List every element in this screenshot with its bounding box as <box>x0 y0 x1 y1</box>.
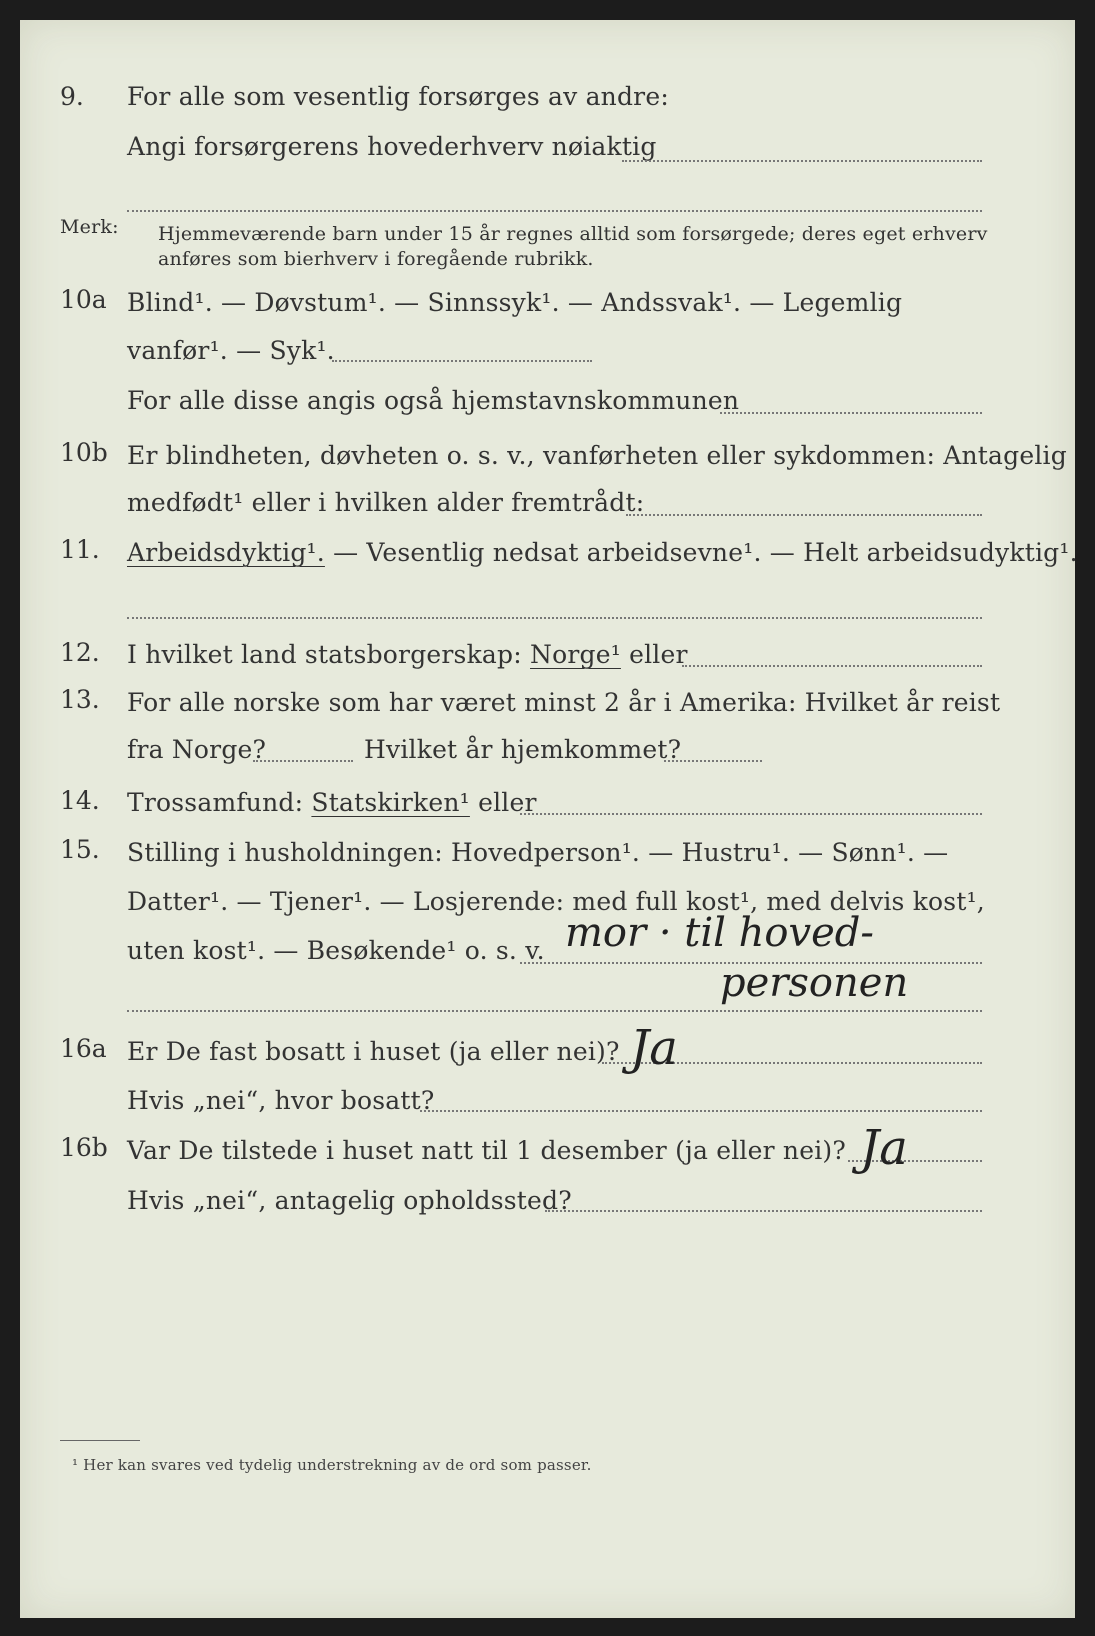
q16a-handwritten-answer: Ja <box>630 1020 678 1076</box>
q10a-line2: vanfør¹. — Syk¹. <box>127 336 335 365</box>
q14-eller: eller <box>478 788 537 817</box>
q12-eller: eller <box>629 640 688 669</box>
q13-line2b: Hvilket år hjemkommet? <box>364 735 682 764</box>
q10b-line1: Er blindheten, døvheten o. s. v., vanførheten eller sykdommen: Antagelig <box>127 441 1067 470</box>
q16b-line2: Hvis „nei“, antagelig opholdssted? <box>127 1186 572 1215</box>
q14-number: 14. <box>60 786 100 815</box>
q14-answer-line <box>520 813 982 815</box>
q15-number: 15. <box>60 835 100 864</box>
q15-line2: Datter¹. — Tjener¹. — Losjerende: med full kost¹, med delvis kost¹, <box>127 887 985 916</box>
q11-number: 11. <box>60 535 100 564</box>
q14-question: Trossamfund: <box>127 788 304 817</box>
q13-line2a: fra Norge? <box>127 735 267 764</box>
q10b-number: 10b <box>60 438 108 467</box>
merk-label: Merk: <box>60 216 119 238</box>
q12-number: 12. <box>60 638 100 667</box>
census-form-page <box>20 20 1078 1618</box>
q11-option-arbeidsdyktig: Arbeidsdyktig¹. <box>127 538 325 567</box>
q10b-answer-line <box>626 514 982 516</box>
q16a-residence-line <box>420 1110 982 1112</box>
merk-line2: anføres som bierhverv i foregående rubrikk. <box>158 248 594 270</box>
q12-option-norge: Norge¹ <box>530 640 621 669</box>
q13-number: 13. <box>60 685 100 714</box>
q10a-answer-line <box>332 360 592 362</box>
q9-answer-line <box>622 160 982 162</box>
q16b-handwritten-answer: Ja <box>860 1120 908 1176</box>
q14-line <box>127 788 537 817</box>
q12-answer-line <box>682 665 982 667</box>
q16b-number: 16b <box>60 1133 108 1162</box>
merk-line1: Hjemmeværende barn under 15 år regnes alltid som forsørgede; deres eget erhverv <box>158 223 988 245</box>
q15-answer-line-2 <box>127 1010 982 1012</box>
q10a-number: 10a <box>60 285 107 314</box>
q10a-line1: Blind¹. — Døvstum¹. — Sinnssyk¹. — Andssvak¹. — Legemlig <box>127 288 903 317</box>
q9-answer-line-2 <box>127 210 982 212</box>
q9-number: 9. <box>60 82 84 111</box>
q16a-line1: Er De fast bosatt i huset (ja eller nei)? <box>127 1037 620 1066</box>
q11-rest: — Vesentlig nedsat arbeidsevne¹. — Helt arbeidsudyktig¹. <box>333 538 1078 567</box>
q16b-whereabouts-line <box>545 1210 982 1212</box>
q15-handwritten-answer-1: mor · til hoved- <box>565 910 874 956</box>
q16a-line2: Hvis „nei“, hvor bosatt? <box>127 1086 435 1115</box>
q16b-line1: Var De tilstede i huset natt til 1 desember (ja eller nei)? <box>127 1136 846 1165</box>
q10b-line2: medfødt¹ eller i hvilken alder fremtrådt: <box>127 488 645 517</box>
q9-line1: For alle som vesentlig forsørges av andre: <box>127 82 669 111</box>
q10a-home-municipality-line <box>720 412 982 414</box>
q12-line <box>127 640 688 669</box>
q12-question: I hvilket land statsborgerskap: <box>127 640 522 669</box>
q11-answer-line <box>127 617 982 619</box>
q9-line2: Angi forsørgerens hovederhverv nøiaktig <box>127 132 657 161</box>
q15-line3: uten kost¹. — Besøkende¹ o. s. v. <box>127 936 545 965</box>
q14-option-statskirken: Statskirken¹ <box>311 788 470 817</box>
q11-line <box>127 538 1078 567</box>
q16a-number: 16a <box>60 1034 107 1063</box>
footnote: ¹ Her kan svares ved tydelig understrekning av de ord som passer. <box>72 1456 592 1474</box>
q13-year-left-line <box>253 760 353 762</box>
q15-handwritten-answer-2: personen <box>720 960 909 1006</box>
q10a-line3: For alle disse angis også hjemstavnskommunen <box>127 386 740 415</box>
q13-year-returned-line <box>664 760 762 762</box>
footnote-rule <box>60 1440 140 1441</box>
q15-line1: Stilling i husholdningen: Hovedperson¹. — Hustru¹. — Sønn¹. — <box>127 838 949 867</box>
q13-line1: For alle norske som har været minst 2 år i Amerika: Hvilket år reist <box>127 688 1001 717</box>
